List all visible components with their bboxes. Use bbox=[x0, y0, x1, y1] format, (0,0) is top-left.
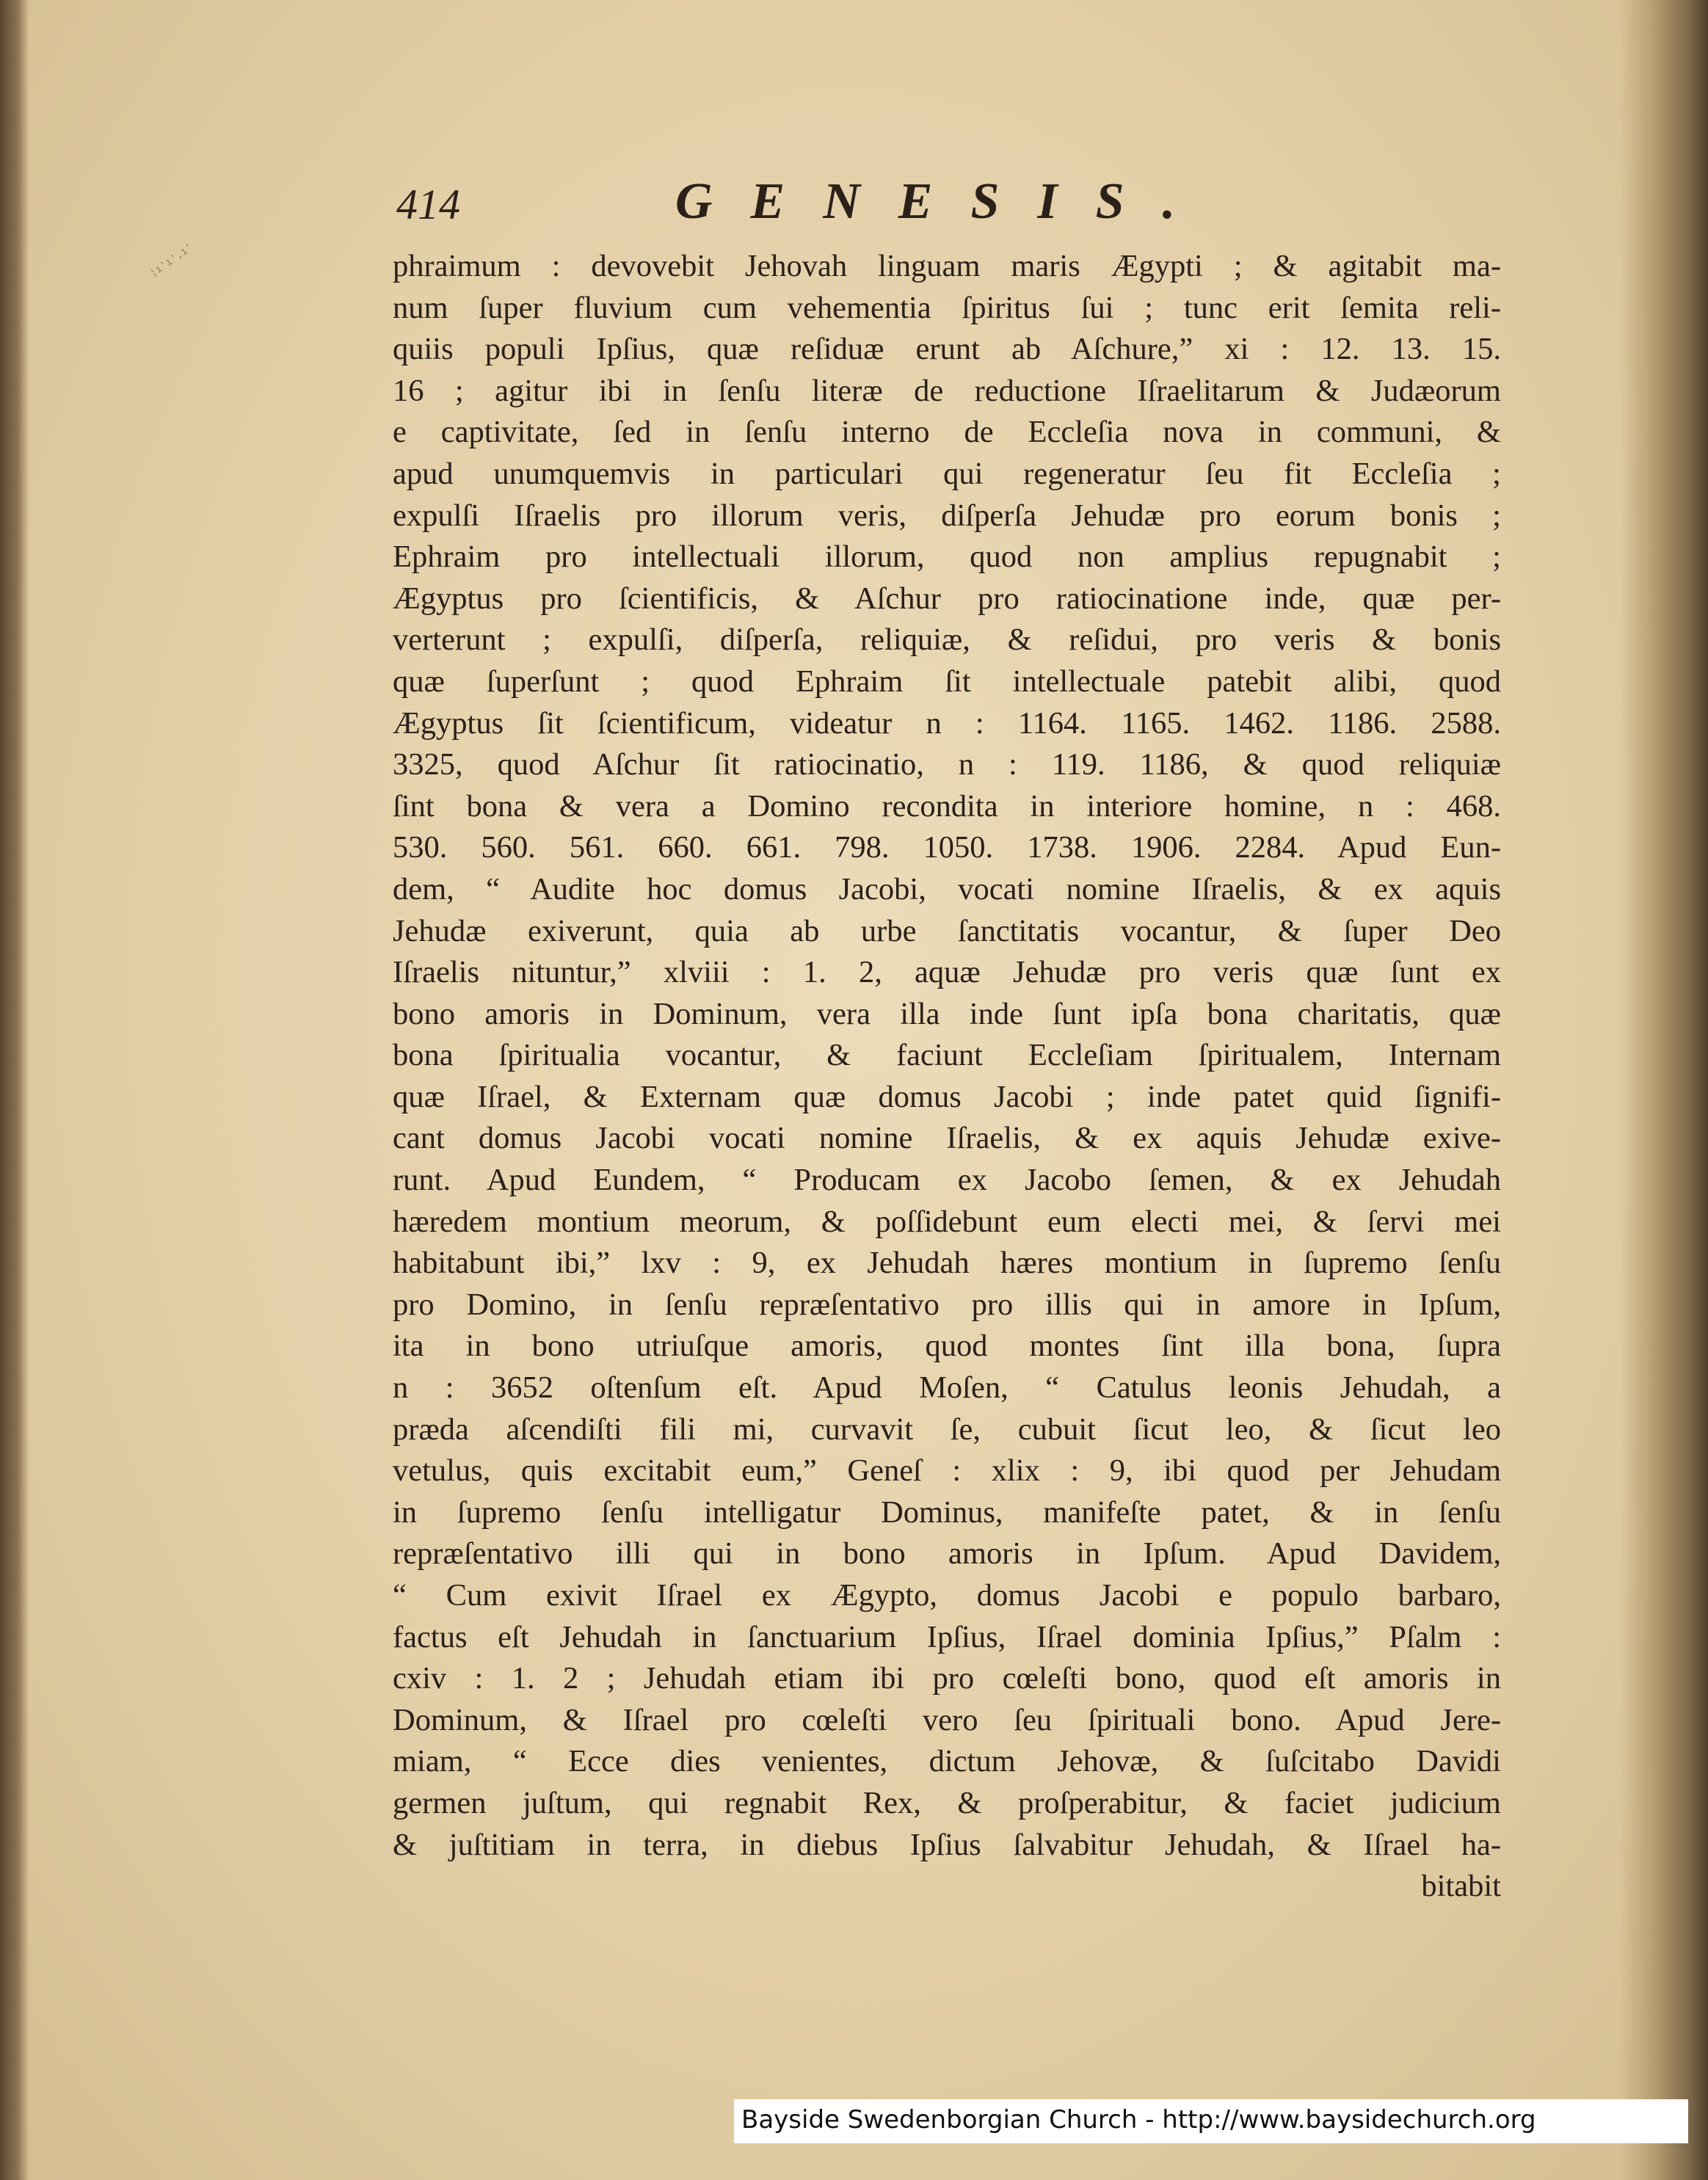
text-line: 16 ; agitur ibi in ſenſu literæ de reductione Iſraelitarum & Judæorum bbox=[393, 373, 1501, 408]
page-number: 414 bbox=[396, 181, 460, 228]
text-line: 3325, quod Aſchur ſit ratiocinatio, n : 119. 1186, & quod reliquiæ bbox=[393, 747, 1501, 782]
text-line: e captivitate, ſed in ſenſu interno de Eccleſia nova in communi, & bbox=[393, 415, 1501, 450]
text-line: cxiv : 1. 2 ; Jehudah etiam ibi pro cœleſti bono, quod eſt amoris in bbox=[393, 1661, 1501, 1696]
text-line: Iſraelis nituntur,” xlviii : 1. 2, aquæ Jehudæ pro veris quæ ſunt ex bbox=[393, 955, 1501, 990]
text-line: runt. Apud Eundem, “ Producam ex Jacobo ſemen, & ex Jehudah bbox=[393, 1163, 1501, 1198]
page-edge-shadow bbox=[1620, 0, 1708, 2180]
margin-pencil-marks: ¦ı'ı',ı' bbox=[148, 241, 195, 280]
text-line: verterunt ; expulſi, diſperſa, reliquiæ, & reſidui, pro veris & bonis bbox=[393, 622, 1501, 658]
footer-credit-text: Bayside Swedenborgian Church - http://www.baysidechurch.org bbox=[741, 2105, 1536, 2134]
text-line: repræſentativo illi qui in bono amoris in Ipſum. Apud Davidem, bbox=[393, 1536, 1501, 1572]
text-line: quæ ſuperſunt ; quod Ephraim ſit intellectuale patebit alibi, quod bbox=[393, 664, 1501, 699]
page-header bbox=[396, 172, 1497, 239]
catchword: bitabit bbox=[1421, 1869, 1501, 1904]
page-gutter-shadow bbox=[0, 0, 29, 2180]
text-line: ſint bona & vera a Domino recondita in interiore homine, n : 468. bbox=[393, 788, 1501, 824]
text-line: habitabunt ibi,” lxv : 9, ex Jehudah hæres montium in ſupremo ſenſu bbox=[393, 1246, 1501, 1281]
body-text-block bbox=[393, 246, 1501, 1908]
text-line: phraimum : devovebit Jehovah linguam maris Ægypti ; & agitabit ma- bbox=[393, 249, 1501, 283]
text-line: in ſupremo ſenſu intelligatur Dominus, manifeſte patet, & in ſenſu bbox=[393, 1494, 1501, 1530]
text-line: cant domus Jacobi vocati nomine Iſraelis, & ex aquis Jehudæ exive- bbox=[393, 1121, 1501, 1156]
footer-credit-bar bbox=[734, 2099, 1688, 2143]
text-line: n : 3652 oſtenſum eſt. Apud Moſen, “ Catulus leonis Jehudah, a bbox=[393, 1370, 1501, 1406]
text-line: vetulus, quis excitabit eum,” Geneſ : xlix : 9, ibi quod per Jehudam bbox=[393, 1453, 1501, 1489]
text-line: bono amoris in Dominum, vera illa inde ſunt ipſa bona charitatis, quæ bbox=[393, 996, 1501, 1031]
text-line: factus eſt Jehudah in ſanctuarium Ipſius, Iſrael dominia Ipſius,” Pſalm : bbox=[393, 1619, 1501, 1654]
text-line: germen juſtum, qui regnabit Rex, & proſperabitur, & faciet judicium bbox=[393, 1785, 1501, 1820]
text-line: Dominum, & Iſrael pro cœleſti vero ſeu ſpirituali bono. Apud Jere- bbox=[393, 1702, 1501, 1737]
text-line: num ſuper fluvium cum vehementia ſpiritus ſui ; tunc erit ſemita reli- bbox=[393, 290, 1501, 325]
text-line: Ægyptus pro ſcientificis, & Aſchur pro ratiocinatione inde, quæ per- bbox=[393, 581, 1501, 616]
text-line: quiis populi Ipſius, quæ reſiduæ erunt ab Aſchure,” xi : 12. 13. 15. bbox=[393, 332, 1501, 367]
text-line: ita in bono utriuſque amoris, quod montes ſint illa bona, ſupra bbox=[393, 1329, 1501, 1364]
text-line: pro Domino, in ſenſu repræſentativo pro illis qui in amore in Ipſum, bbox=[393, 1287, 1501, 1322]
text-line: Ægyptus ſit ſcientificum, videatur n : 1164. 1165. 1462. 1186. 2588. bbox=[393, 705, 1501, 741]
text-line: dem, “ Audite hoc domus Jacobi, vocati nomine Iſraelis, & ex aquis bbox=[393, 871, 1501, 906]
text-line: præda aſcendiſti fili mi, curvavit ſe, cubuit ſicut leo, & ſicut leo bbox=[393, 1411, 1501, 1447]
text-line: bona ſpiritualia vocantur, & faciunt Eccleſiam ſpiritualem, Internam bbox=[393, 1038, 1501, 1073]
text-line: hæredem montium meorum, & poſſidebunt eum electi mei, & ſervi mei bbox=[393, 1204, 1501, 1239]
running-head-title: GENESIS. bbox=[675, 173, 1214, 230]
text-line: apud unumquemvis in particulari qui regeneratur ſeu fit Eccleſia ; bbox=[393, 456, 1501, 491]
text-line: & juſtitiam in terra, in diebus Ipſius ſalvabitur Jehudah, & Iſrael ha- bbox=[393, 1827, 1501, 1862]
text-line: 530. 560. 561. 660. 661. 798. 1050. 1738. 1906. 2284. Apud Eun- bbox=[393, 830, 1501, 865]
text-line: Jehudæ exiverunt, quia ab urbe ſanctitatis vocantur, & ſuper Deo bbox=[393, 913, 1501, 948]
text-line: “ Cum exivit Iſrael ex Ægypto, domus Jacobi e populo barbaro, bbox=[393, 1578, 1501, 1613]
text-line: expulſi Iſraelis pro illorum veris, diſperſa Jehudæ pro eorum bonis ; bbox=[393, 498, 1501, 533]
text-line: miam, “ Ecce dies venientes, dictum Jehovæ, & ſuſcitabo Davidi bbox=[393, 1744, 1501, 1779]
text-line: Ephraim pro intellectuali illorum, quod non amplius repugnabit ; bbox=[393, 539, 1501, 575]
text-line: quæ Iſrael, & Externam quæ domus Jacobi ; inde patet quid ſignifi- bbox=[393, 1079, 1501, 1114]
